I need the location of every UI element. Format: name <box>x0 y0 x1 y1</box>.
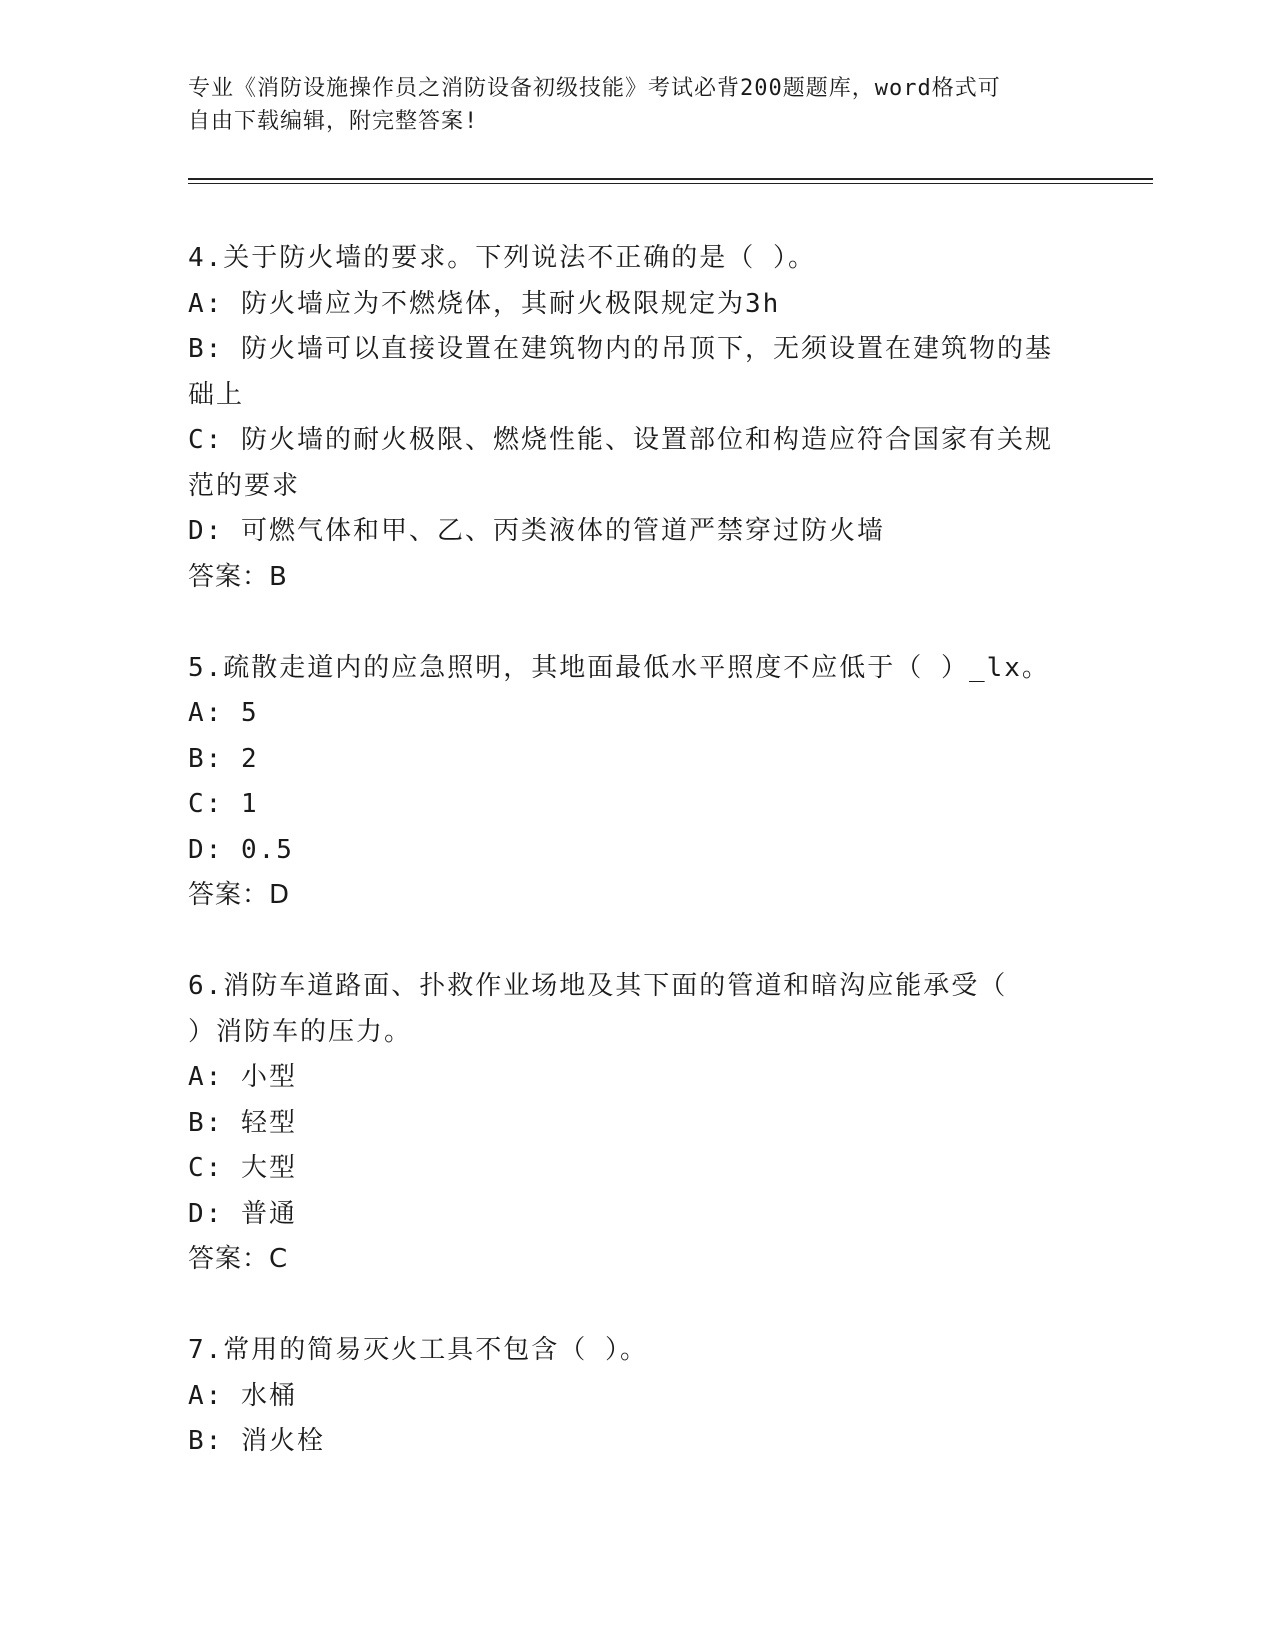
answer-option: B: 防火墙可以直接设置在建筑物内的吊顶下，无须设置在建筑物的基 <box>188 334 1053 364</box>
answer-key: 答案：C <box>188 1244 289 1274</box>
answer-option: A: 水桶 <box>188 1380 297 1411</box>
header-line-1: 专业《消防设施操作员之消防设备初级技能》考试必背200题题库，word格式可 <box>188 76 1001 101</box>
document-header <box>188 72 1088 138</box>
answer-option: D: 普通 <box>188 1198 297 1229</box>
answer-option: B: 2 <box>188 743 259 774</box>
question-stem: ）消防车的压力。 <box>188 1016 413 1047</box>
question-stem: 4.关于防火墙的要求。下列说法不正确的是（ ）。 <box>188 243 816 273</box>
answer-option: B: 消火栓 <box>188 1426 325 1456</box>
answer-option: A: 防火墙应为不燃烧体，其耐火极限规定为3h <box>188 288 781 319</box>
question-block <box>188 964 1088 1282</box>
answer-option: C: 防火墙的耐火极限、燃烧性能、设置部位和构造应符合国家有关规 <box>188 425 1053 455</box>
question-list <box>188 236 1088 1465</box>
answer-option: 范的要求 <box>188 470 301 501</box>
answer-option: C: 大型 <box>188 1153 297 1183</box>
answer-key: 答案：B <box>188 561 288 592</box>
header-line-2: 自由下载编辑，附完整答案! <box>188 109 479 134</box>
header-divider-top <box>188 178 1153 180</box>
answer-option: B: 轻型 <box>188 1107 297 1138</box>
answer-option: A: 5 <box>188 698 259 728</box>
answer-option: 础上 <box>188 379 245 410</box>
answer-option: D: 0.5 <box>188 834 294 865</box>
answer-option: A: 小型 <box>188 1062 297 1092</box>
question-stem: 6.消防车道路面、扑救作业场地及其下面的管道和暗沟应能承受（ <box>188 971 1008 1001</box>
question-block <box>188 646 1088 919</box>
answer-option: C: 1 <box>188 789 259 819</box>
question-block <box>188 1328 1088 1465</box>
question-stem: 5.疏散走道内的应急照明，其地面最低水平照度不应低于（ ）_lx。 <box>188 652 1050 683</box>
question-stem: 7.常用的简易灭火工具不包含（ ）。 <box>188 1335 648 1365</box>
answer-option: D: 可燃气体和甲、乙、丙类液体的管道严禁穿过防火墙 <box>188 516 885 546</box>
question-block <box>188 236 1088 600</box>
header-divider-bottom <box>188 183 1153 184</box>
answer-key: 答案：D <box>188 880 291 910</box>
